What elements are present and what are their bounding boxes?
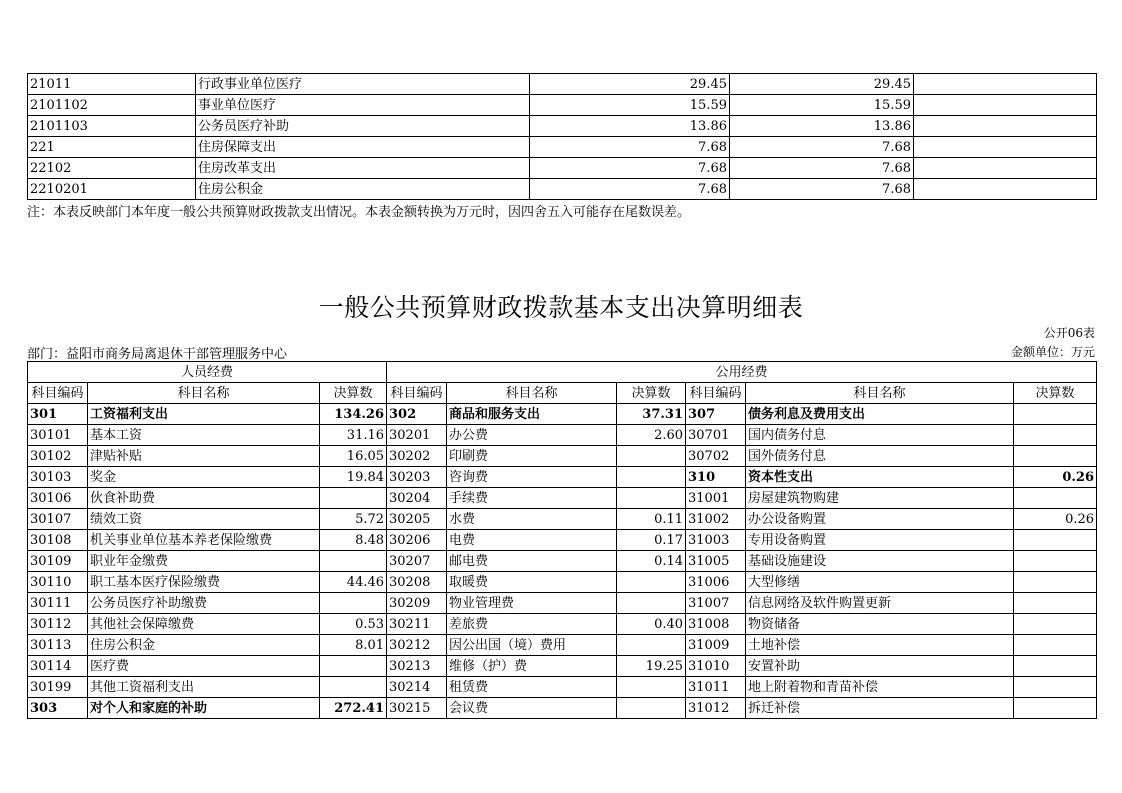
public-amount-2 — [1014, 551, 1097, 572]
public-name: 咨询费 — [447, 467, 617, 488]
table-row — [28, 509, 1097, 530]
amount-cell — [914, 116, 1097, 137]
public-name-2: 安置补助 — [746, 656, 1014, 677]
amount-cell: 13.86 — [530, 116, 730, 137]
header-amount-3: 决算数 — [1014, 383, 1097, 404]
public-amount — [617, 467, 686, 488]
public-code: 30207 — [387, 551, 447, 572]
public-code-2: 30702 — [686, 446, 746, 467]
personnel-code: 30111 — [28, 593, 88, 614]
personnel-name: 机关事业单位基本养老保险缴费 — [88, 530, 320, 551]
personnel-name: 住房公积金 — [88, 635, 320, 656]
public-amount: 0.17 — [617, 530, 686, 551]
amount-cell: 13.86 — [730, 116, 914, 137]
amount-unit-label: 金额单位：万元 — [1010, 345, 1095, 359]
personnel-amount: 44.46 — [320, 572, 387, 593]
public-code: 302 — [387, 404, 447, 425]
public-name: 取暖费 — [447, 572, 617, 593]
public-code: 30202 — [387, 446, 447, 467]
personnel-amount: 272.41 — [320, 698, 387, 719]
public-code-2: 30701 — [686, 425, 746, 446]
public-name: 差旅费 — [447, 614, 617, 635]
public-code: 30205 — [387, 509, 447, 530]
table-row — [28, 404, 1097, 425]
personnel-code: 30107 — [28, 509, 88, 530]
public-name-2: 拆迁补偿 — [746, 698, 1014, 719]
table-note: 注：本表反映部门本年度一般公共预算财政拨款支出情况。本表金额转换为万元时，因四舍五入可能存在尾数误差。 — [27, 205, 691, 220]
table-row — [28, 116, 1097, 137]
personnel-code: 30101 — [28, 425, 88, 446]
table-row — [28, 74, 1097, 95]
public-name-2: 专用设备购置 — [746, 530, 1014, 551]
amount-cell: 15.59 — [530, 95, 730, 116]
public-name: 手续费 — [447, 488, 617, 509]
public-code: 30201 — [387, 425, 447, 446]
public-code: 30203 — [387, 467, 447, 488]
column-header-row — [28, 383, 1097, 404]
public-name-2: 房屋建筑物购建 — [746, 488, 1014, 509]
public-name-2: 国内债务付息 — [746, 425, 1014, 446]
amount-cell — [914, 179, 1097, 200]
header-code-2: 科目编码 — [387, 383, 447, 404]
public-code-2: 31010 — [686, 656, 746, 677]
public-code-2: 310 — [686, 467, 746, 488]
public-name-2: 土地补偿 — [746, 635, 1014, 656]
personnel-amount: 19.84 — [320, 467, 387, 488]
public-name: 商品和服务支出 — [447, 404, 617, 425]
table-row — [28, 446, 1097, 467]
public-code-2: 31011 — [686, 677, 746, 698]
table-row — [28, 467, 1097, 488]
personnel-code: 30102 — [28, 446, 88, 467]
public-name-2: 地上附着物和青苗补偿 — [746, 677, 1014, 698]
table-row — [28, 158, 1097, 179]
public-amount — [617, 446, 686, 467]
form-number: 公开06表 — [1043, 326, 1095, 340]
subject-name: 住房改革支出 — [196, 158, 530, 179]
personnel-name: 基本工资 — [88, 425, 320, 446]
table-row — [28, 614, 1097, 635]
public-amount-2 — [1014, 677, 1097, 698]
public-code-2: 31009 — [686, 635, 746, 656]
table-row — [28, 593, 1097, 614]
public-amount-2 — [1014, 488, 1097, 509]
subject-code: 221 — [28, 137, 196, 158]
personnel-name: 职业年金缴费 — [88, 551, 320, 572]
public-name: 印刷费 — [447, 446, 617, 467]
public-amount-2 — [1014, 614, 1097, 635]
header-name-2: 科目名称 — [447, 383, 617, 404]
public-amount — [617, 677, 686, 698]
personnel-code: 30113 — [28, 635, 88, 656]
group-public-header: 公用经费 — [387, 362, 1097, 383]
table-row — [28, 635, 1097, 656]
header-code-3: 科目编码 — [686, 383, 746, 404]
public-amount — [617, 635, 686, 656]
personnel-amount — [320, 488, 387, 509]
public-code: 30214 — [387, 677, 447, 698]
public-code: 30212 — [387, 635, 447, 656]
personnel-name: 其他社会保障缴费 — [88, 614, 320, 635]
personnel-code: 303 — [28, 698, 88, 719]
personnel-name: 工资福利支出 — [88, 404, 320, 425]
public-code: 30211 — [387, 614, 447, 635]
subject-code: 2101103 — [28, 116, 196, 137]
subject-name: 公务员医疗补助 — [196, 116, 530, 137]
subject-code: 2101102 — [28, 95, 196, 116]
personnel-name: 医疗费 — [88, 656, 320, 677]
public-name: 物业管理费 — [447, 593, 617, 614]
public-amount-2 — [1014, 425, 1097, 446]
amount-cell — [914, 95, 1097, 116]
amount-cell: 7.68 — [730, 137, 914, 158]
personnel-code: 30199 — [28, 677, 88, 698]
public-amount-2 — [1014, 572, 1097, 593]
public-name: 因公出国（境）费用 — [447, 635, 617, 656]
public-amount — [617, 488, 686, 509]
table-row — [28, 95, 1097, 116]
public-amount-2 — [1014, 593, 1097, 614]
public-amount-2 — [1014, 404, 1097, 425]
header-name-1: 科目名称 — [88, 383, 320, 404]
public-name-2: 信息网络及软件购置更新 — [746, 593, 1014, 614]
subject-name: 住房公积金 — [196, 179, 530, 200]
table-row — [28, 425, 1097, 446]
top-continuation-table — [27, 73, 1097, 200]
table-row — [28, 677, 1097, 698]
public-amount — [617, 698, 686, 719]
table-row — [28, 530, 1097, 551]
personnel-code: 30112 — [28, 614, 88, 635]
public-name: 电费 — [447, 530, 617, 551]
personnel-amount: 134.26 — [320, 404, 387, 425]
public-amount-2 — [1014, 656, 1097, 677]
public-name: 维修（护）费 — [447, 656, 617, 677]
table-row — [28, 551, 1097, 572]
public-code-2: 31005 — [686, 551, 746, 572]
personnel-name: 对个人和家庭的补助 — [88, 698, 320, 719]
personnel-name: 职工基本医疗保险缴费 — [88, 572, 320, 593]
header-amount-2: 决算数 — [617, 383, 686, 404]
personnel-name: 绩效工资 — [88, 509, 320, 530]
subject-name: 住房保障支出 — [196, 137, 530, 158]
header-amount-1: 决算数 — [320, 383, 387, 404]
public-amount — [617, 593, 686, 614]
table-row — [28, 656, 1097, 677]
subject-code: 22102 — [28, 158, 196, 179]
public-code: 30215 — [387, 698, 447, 719]
department-label: 部门：益阳市商务局离退休干部管理服务中心 — [27, 347, 288, 362]
public-name: 租赁费 — [447, 677, 617, 698]
personnel-amount: 31.16 — [320, 425, 387, 446]
public-code-2: 31003 — [686, 530, 746, 551]
table-row — [28, 179, 1097, 200]
public-amount: 19.25 — [617, 656, 686, 677]
personnel-code: 301 — [28, 404, 88, 425]
amount-cell: 7.68 — [530, 158, 730, 179]
public-code-2: 31002 — [686, 509, 746, 530]
main-table-body — [28, 404, 1097, 719]
table-row — [28, 698, 1097, 719]
amount-cell: 15.59 — [730, 95, 914, 116]
public-name-2: 国外债务付息 — [746, 446, 1014, 467]
subject-name: 行政事业单位医疗 — [196, 74, 530, 95]
group-header-row — [28, 362, 1097, 383]
public-amount-2 — [1014, 635, 1097, 656]
personnel-code: 30114 — [28, 656, 88, 677]
personnel-name: 奖金 — [88, 467, 320, 488]
personnel-code: 30108 — [28, 530, 88, 551]
public-name-2: 办公设备购置 — [746, 509, 1014, 530]
table-row — [28, 137, 1097, 158]
public-name-2: 债务利息及费用支出 — [746, 404, 1014, 425]
public-amount: 2.60 — [617, 425, 686, 446]
public-amount-2 — [1014, 446, 1097, 467]
amount-cell — [914, 158, 1097, 179]
subject-name: 事业单位医疗 — [196, 95, 530, 116]
public-amount: 37.31 — [617, 404, 686, 425]
public-amount-2: 0.26 — [1014, 467, 1097, 488]
public-name: 邮电费 — [447, 551, 617, 572]
public-name-2: 物资储备 — [746, 614, 1014, 635]
public-name: 会议费 — [447, 698, 617, 719]
personnel-amount — [320, 656, 387, 677]
subject-code: 2210201 — [28, 179, 196, 200]
personnel-code: 30109 — [28, 551, 88, 572]
table-row — [28, 572, 1097, 593]
personnel-amount — [320, 551, 387, 572]
amount-cell — [914, 137, 1097, 158]
public-name-2: 大型修缮 — [746, 572, 1014, 593]
public-amount-2: 0.26 — [1014, 509, 1097, 530]
personnel-name: 伙食补助费 — [88, 488, 320, 509]
public-amount: 0.14 — [617, 551, 686, 572]
personnel-amount — [320, 593, 387, 614]
public-amount-2 — [1014, 698, 1097, 719]
personnel-amount: 8.48 — [320, 530, 387, 551]
personnel-name: 津贴补贴 — [88, 446, 320, 467]
public-name: 水费 — [447, 509, 617, 530]
page-title: 一般公共预算财政拨款基本支出决算明细表 — [318, 293, 804, 322]
public-amount-2 — [1014, 530, 1097, 551]
personnel-code: 30106 — [28, 488, 88, 509]
public-amount — [617, 572, 686, 593]
amount-cell: 7.68 — [530, 179, 730, 200]
public-code-2: 31012 — [686, 698, 746, 719]
amount-cell: 29.45 — [730, 74, 914, 95]
personnel-amount: 8.01 — [320, 635, 387, 656]
public-code-2: 31006 — [686, 572, 746, 593]
personnel-code: 30103 — [28, 467, 88, 488]
public-code-2: 31007 — [686, 593, 746, 614]
expenditure-detail-table — [27, 361, 1097, 719]
personnel-amount: 16.05 — [320, 446, 387, 467]
group-personnel-header: 人员经费 — [28, 362, 387, 383]
public-name-2: 资本性支出 — [746, 467, 1014, 488]
amount-cell — [914, 74, 1097, 95]
table-row — [28, 488, 1097, 509]
public-name-2: 基础设施建设 — [746, 551, 1014, 572]
amount-cell: 29.45 — [530, 74, 730, 95]
public-name: 办公费 — [447, 425, 617, 446]
public-code: 30209 — [387, 593, 447, 614]
public-code: 30206 — [387, 530, 447, 551]
personnel-name: 公务员医疗补助缴费 — [88, 593, 320, 614]
amount-cell: 7.68 — [730, 158, 914, 179]
public-amount: 0.40 — [617, 614, 686, 635]
personnel-amount — [320, 677, 387, 698]
public-code-2: 307 — [686, 404, 746, 425]
personnel-amount: 5.72 — [320, 509, 387, 530]
public-code: 30208 — [387, 572, 447, 593]
header-name-3: 科目名称 — [746, 383, 1014, 404]
public-code: 30204 — [387, 488, 447, 509]
personnel-code: 30110 — [28, 572, 88, 593]
public-code: 30213 — [387, 656, 447, 677]
top-table-body — [28, 74, 1097, 200]
personnel-amount: 0.53 — [320, 614, 387, 635]
header-code-1: 科目编码 — [28, 383, 88, 404]
amount-cell: 7.68 — [530, 137, 730, 158]
personnel-name: 其他工资福利支出 — [88, 677, 320, 698]
public-amount: 0.11 — [617, 509, 686, 530]
subject-code: 21011 — [28, 74, 196, 95]
public-code-2: 31001 — [686, 488, 746, 509]
amount-cell: 7.68 — [730, 179, 914, 200]
public-code-2: 31008 — [686, 614, 746, 635]
